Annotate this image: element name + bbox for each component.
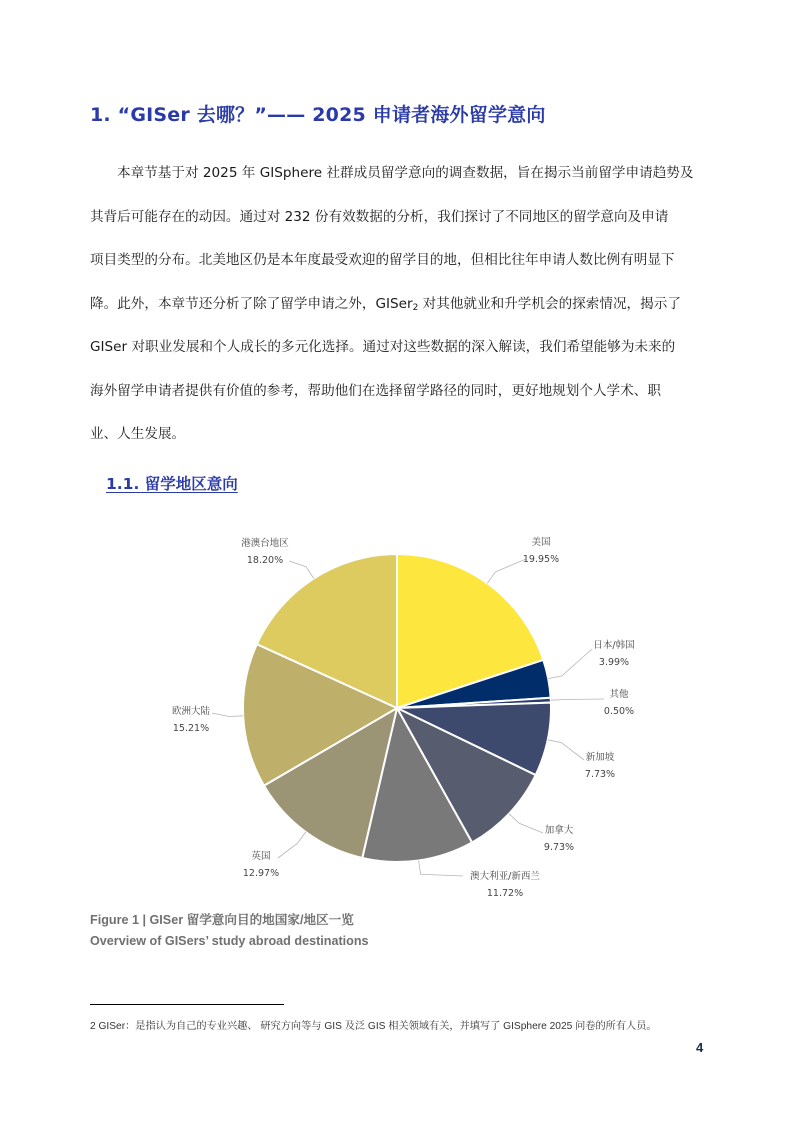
paragraph-text: 对其他就业和升学机会的探索情况，揭示了: [418, 295, 681, 312]
intro-paragraph: [90, 152, 710, 457]
leader-line: [509, 814, 543, 833]
slice-category-label: 港澳台地区: [241, 538, 289, 549]
section-heading: 1.1. 留学地区意向: [106, 475, 238, 493]
leader-line: [212, 713, 243, 717]
slice-category-label: 日本/韩国: [593, 640, 635, 651]
paragraph-line: 项目类型的分布。北美地区仍是本年度最受欢迎的留学目的地，但相比往年申请人数比例有明显下: [90, 252, 675, 268]
leader-line: [551, 699, 604, 700]
caption-line-en: Overview of GISers’ study abroad destinations: [90, 934, 369, 948]
slice-category-label: 新加坡: [585, 752, 615, 763]
paragraph-line: 其背后可能存在的动因。通过对 232 份有效数据的分析，我们探讨了不同地区的留学意向及申请: [90, 208, 669, 225]
leader-line: [487, 559, 526, 583]
leader-line: [548, 740, 584, 760]
pie-chart-svg: [0, 520, 794, 900]
slice-category-label: 澳大利亚/新西兰: [470, 871, 540, 882]
slice-value-label: 15.21%: [172, 723, 210, 734]
slice-value-label: 19.95%: [522, 554, 560, 565]
paragraph-line: GISer 对职业发展和个人成长的多元化选择。通过对这些数据的深入解读，我们希望能够为未来的: [90, 339, 676, 355]
slice-value-label: 9.73%: [543, 842, 575, 853]
destination-pie-chart: [0, 520, 794, 900]
slice-value-label: 12.97%: [242, 868, 280, 879]
slice-category-label: 加拿大: [544, 825, 574, 836]
paragraph-line: 海外留学申请者提供有价值的参考，帮助他们在选择留学路径的同时，更好地规划个人学术、职: [90, 382, 661, 399]
footnote-divider: [90, 1004, 284, 1005]
leader-line: [419, 861, 463, 877]
figure-caption: [90, 910, 369, 952]
slice-value-label: 0.50%: [603, 706, 635, 717]
leader-line: [289, 561, 314, 579]
page-number: 4: [696, 1040, 704, 1055]
slice-category-label: 欧洲大陆: [171, 706, 211, 717]
paragraph-text: 降。此外，本章节还分析了除了留学申请之外，GISer: [90, 295, 413, 312]
slice-value-label: 11.72%: [486, 888, 524, 899]
chapter-heading: 1. “GISer 去哪？”—— 2025 申请者海外留学意向: [90, 104, 546, 126]
paragraph-line: 本章节基于对 2025 年 GISphere 社群成员留学意向的调查数据，旨在揭示当前留学申请趋势及: [117, 165, 694, 181]
slice-value-label: 18.20%: [246, 555, 284, 566]
slice-value-label: 3.99%: [598, 657, 630, 668]
leader-line: [278, 832, 306, 858]
slice-category-label: 美国: [531, 537, 551, 548]
footnote: 2 GISer：是指认为自己的专业兴趣、 研究方向等与 GIS 及泛 GIS 相关领域有关，并填写了 GISphere 2025 问卷的所有人员。: [90, 1021, 657, 1032]
footnote-ref[interactable]: 2: [412, 302, 419, 313]
paragraph-line: 业、人生发展。: [90, 426, 186, 442]
slice-category-label: 其他: [609, 689, 629, 700]
leader-line: [548, 649, 592, 679]
paragraph-line: [90, 283, 710, 327]
caption-line-zh: Figure 1 | GISer 留学意向目的地国家/地区一览: [90, 913, 354, 927]
slice-value-label: 7.73%: [584, 769, 616, 780]
slice-category-label: 英国: [251, 851, 271, 862]
